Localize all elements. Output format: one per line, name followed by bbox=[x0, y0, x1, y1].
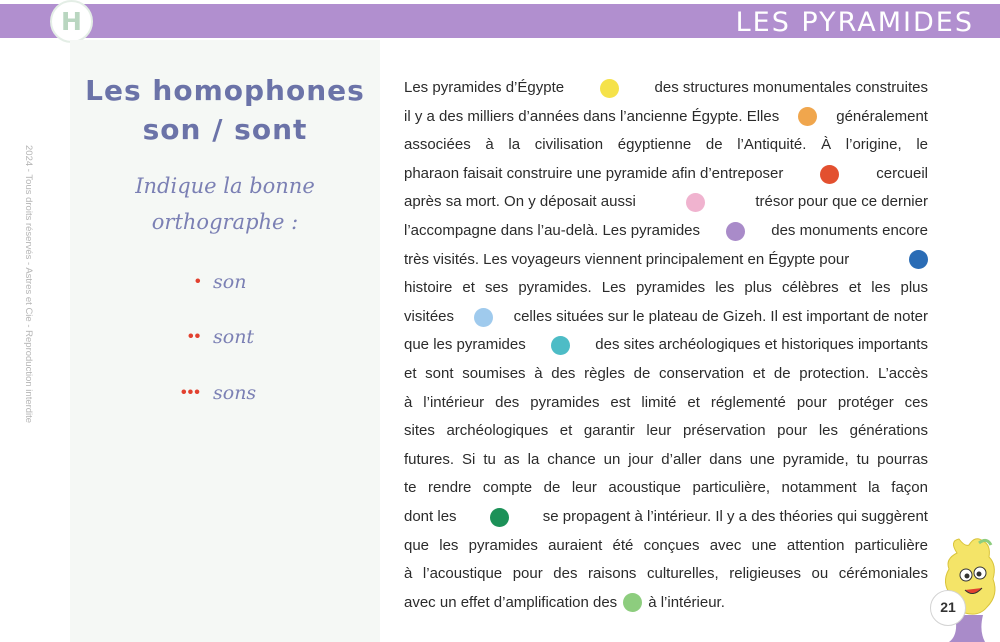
text-segment: à l’acoustique pour des raisons culturelles, religieuses ou cérémoniales bbox=[404, 565, 928, 583]
text-line bbox=[404, 532, 928, 561]
section-badge-letter: H bbox=[61, 7, 82, 36]
answer-blank-dot-icon[interactable] bbox=[490, 508, 509, 527]
text-segment: que les pyramides bbox=[404, 336, 526, 354]
text-segment: Les pyramides d’Égypte bbox=[404, 79, 565, 96]
page-title: LES PYRAMIDES bbox=[735, 7, 974, 38]
text-line bbox=[404, 74, 928, 103]
answer-blank-dot-icon[interactable] bbox=[686, 193, 705, 212]
answer-blank-dot-icon[interactable] bbox=[820, 165, 839, 184]
text-segment: généralement bbox=[836, 107, 928, 125]
option-word: sons bbox=[213, 382, 257, 404]
text-line bbox=[404, 389, 928, 418]
answer-blank-dot-icon[interactable] bbox=[600, 79, 619, 98]
text-segment: à l’intérieur des pyramides est limité et réglementé pour protéger ces bbox=[404, 393, 928, 411]
text-line bbox=[404, 474, 928, 503]
instruction-line1: Indique la bonne bbox=[135, 174, 315, 198]
text-line bbox=[404, 446, 928, 475]
answer-blank-dot-icon[interactable] bbox=[474, 308, 493, 327]
lesson-title-line2: son / sont bbox=[142, 113, 308, 146]
text-segment: futures. Si tu as la chance un jour d’aller dans une pyramide, tu pourras bbox=[404, 450, 928, 468]
answer-blank-dot-icon[interactable] bbox=[726, 222, 745, 241]
text-segment: cercueil bbox=[876, 164, 928, 182]
text-segment: associées à la civilisation égyptienne de l’Antiquité. À l’origine, le bbox=[404, 136, 928, 154]
text-segment: à l’intérieur. bbox=[648, 593, 725, 611]
lesson-title-line1: Les homophones bbox=[85, 74, 365, 107]
page-number: 21 bbox=[930, 590, 966, 626]
text-segment: se propagent à l’intérieur. Il y a des théories qui suggèrent bbox=[542, 507, 928, 525]
option-dots: • bbox=[195, 273, 202, 290]
copyright-text: 2024 - Tous droits réservés - Astres et Cie - Reproduction interdite bbox=[23, 145, 34, 424]
lesson-panel bbox=[70, 40, 380, 642]
text-segment: très visités. Les voyageurs viennent principalement en Égypte pour bbox=[404, 250, 850, 268]
text-segment: pharaon faisait construire une pyramide afin d’entreposer bbox=[404, 164, 784, 182]
text-line bbox=[404, 131, 928, 160]
option-word: son bbox=[213, 271, 247, 293]
text-line bbox=[404, 188, 928, 217]
option-dots: ••• bbox=[181, 384, 201, 401]
text-line bbox=[404, 589, 928, 618]
text-line bbox=[404, 560, 928, 589]
text-segment: trésor pour que ce dernier bbox=[755, 193, 928, 211]
text-segment: dont les bbox=[404, 507, 457, 525]
instruction-line2: orthographe : bbox=[151, 210, 299, 234]
section-badge bbox=[50, 0, 93, 43]
option-dots: •• bbox=[188, 328, 202, 345]
text-segment: des structures monumentales construites bbox=[654, 79, 928, 96]
exercise-text bbox=[404, 74, 928, 617]
text-line bbox=[404, 160, 928, 189]
answer-blank-dot-icon[interactable] bbox=[551, 336, 570, 355]
text-segment: visitées bbox=[404, 307, 455, 325]
text-segment: l’accompagne dans l’au-delà. Les pyramides bbox=[404, 221, 701, 239]
text-segment: il y a des milliers d’années dans l’ancienne Égypte. Elles bbox=[404, 107, 780, 125]
option-word: sont bbox=[213, 326, 255, 348]
text-line bbox=[404, 217, 928, 246]
text-line bbox=[404, 303, 928, 332]
text-segment: des monuments encore bbox=[771, 221, 928, 239]
text-segment: te rendre compte de leur acoustique particulière, notamment la façon bbox=[404, 479, 928, 497]
header-bar bbox=[0, 4, 1000, 38]
text-segment: avec un effet d’amplification des bbox=[404, 593, 618, 611]
text-segment: sites archéologiques et garantir leur préservation pour les générations bbox=[404, 422, 928, 440]
text-line bbox=[404, 331, 928, 360]
answer-blank-dot-icon[interactable] bbox=[909, 250, 928, 269]
text-segment: après sa mort. On y déposait aussi bbox=[404, 193, 636, 211]
text-line bbox=[404, 103, 928, 132]
text-line bbox=[404, 417, 928, 446]
answer-blank-dot-icon[interactable] bbox=[798, 107, 817, 126]
text-line bbox=[404, 360, 928, 389]
text-segment: et sont soumises à des règles de conservation et de protection. L’accès bbox=[404, 364, 928, 382]
answer-blank-dot-icon[interactable] bbox=[623, 593, 642, 612]
text-segment: celles situées sur le plateau de Gizeh. Il est important de noter bbox=[513, 307, 928, 325]
text-segment: des sites archéologiques et historiques importants bbox=[595, 336, 928, 354]
text-segment: histoire et ses pyramides. Les pyramides les plus célèbres et les plus bbox=[404, 279, 928, 297]
text-line bbox=[404, 246, 928, 275]
mascot-character-icon bbox=[935, 535, 1000, 642]
text-line bbox=[404, 274, 928, 303]
text-line bbox=[404, 503, 928, 532]
copyright-note bbox=[22, 145, 36, 475]
text-segment: que les pyramides auraient été conçues avec une attention particulière bbox=[404, 536, 928, 554]
